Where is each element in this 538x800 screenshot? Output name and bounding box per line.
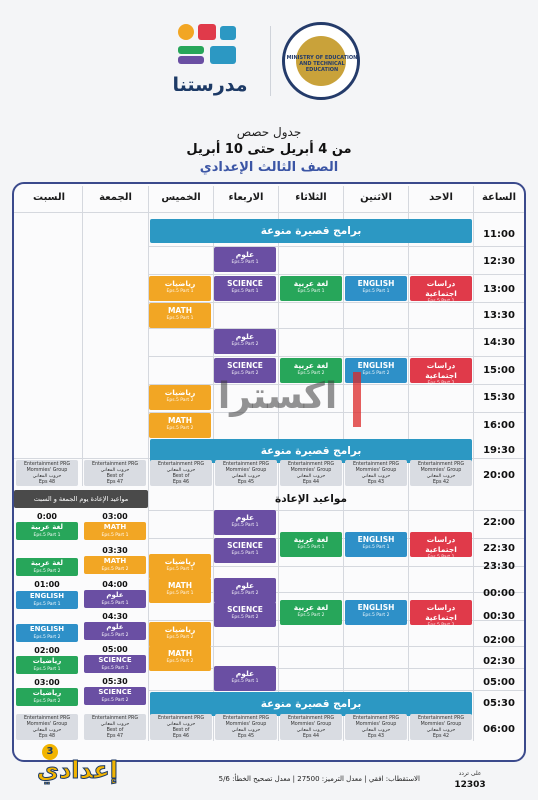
lesson-arabic: لغة عربية Eps.5 Part 1 <box>280 276 342 301</box>
lesson-science-en: SCIENCE Eps.5 Part 2 <box>214 602 276 627</box>
lesson-math-en: MATH Eps.5 Part 2 <box>149 646 211 671</box>
idadi-badge: 3 إعدادي <box>36 746 119 784</box>
channel-watermark: اكسترا <box>185 372 370 432</box>
time-slot: 22:00 <box>483 517 515 528</box>
panel-lesson-science-en: SCIENCE Eps.5 Part 1 <box>84 655 146 673</box>
panel-lesson-arabic: لغة عربية Eps.5 Part 2 <box>16 558 78 576</box>
panel-time: 04:00 <box>102 580 128 589</box>
lesson-math-en: MATH Eps.5 Part 1 <box>149 303 211 328</box>
time-slot: 00:30 <box>483 611 515 622</box>
time-slot: 16:00 <box>483 420 515 431</box>
entertainment-program: Entertainment PRG Mommies' Group حروب المعاني Eps 42 <box>410 714 472 740</box>
panel-lesson-english: ENGLISH Eps.5 Part 1 <box>16 591 78 609</box>
panel-lesson-english: ENGLISH Eps.5 Part 2 <box>16 624 78 642</box>
frequency-label: على تردد <box>458 770 482 777</box>
panel-lesson-science-ar: علوم Eps.5 Part 1 <box>84 590 146 608</box>
panel-time: 04:30 <box>102 612 128 621</box>
col-friday: الجمعة <box>99 192 132 203</box>
col-tuesday: الثلاثاء <box>295 192 327 203</box>
schedule-title: جدول حصص <box>236 125 302 139</box>
entertainment-program: Entertainment PRG حروب المعاني Best of Eps 46 <box>150 460 212 486</box>
weekend-revision-title: مواعيد الإعادة يوم الجمعة و السبت <box>14 490 148 508</box>
lesson-math-en: MATH Eps.5 Part 1 <box>149 578 211 603</box>
entertainment-program: Entertainment PRG حروب المعاني Best of Eps 46 <box>150 714 212 740</box>
ministry-seal: MINISTRY OF EDUCATION AND TECHNICAL EDUCATION <box>282 22 360 100</box>
lesson-social: دراسات اجتماعية Eps.5 Part 1 <box>410 276 472 301</box>
lesson-science-en: علوم Eps.5 Part 1 <box>214 666 276 691</box>
time-slot: 23:30 <box>483 561 515 572</box>
panel-time: 01:00 <box>34 580 60 589</box>
time-slot: 13:00 <box>483 284 515 295</box>
panel-lesson-math-en: MATH Eps.5 Part 1 <box>84 522 146 540</box>
time-slot: 05:00 <box>483 677 515 688</box>
frequency-number: 12303 <box>454 780 486 790</box>
header-divider <box>270 26 271 96</box>
lesson-math-ar: رياضيات Eps.5 Part 1 <box>149 554 211 579</box>
entertainment-program: Entertainment PRG Mommies' Group حروب المعاني Eps 43 <box>345 714 407 740</box>
panel-time: 03:00 <box>34 678 60 687</box>
entertainment-program: Entertainment PRG Mommies' Group حروب المعاني Eps 48 <box>16 714 78 740</box>
revision-heading: مواعيد الإعادة <box>275 493 347 505</box>
time-slot: 20:00 <box>483 470 515 481</box>
variety-programs-band: برامج قصيرة منوعة <box>150 439 472 463</box>
lesson-social: دراسات اجتماعية Eps.5 Part 2 <box>410 600 472 625</box>
lesson-english: ENGLISH Eps.5 Part 2 <box>345 358 407 383</box>
lesson-math-ar: رياضيات Eps.5 Part 2 <box>149 622 211 647</box>
time-slot: 15:00 <box>483 365 515 376</box>
panel-lesson-math: رياضيات Eps.5 Part 1 <box>16 656 78 674</box>
entertainment-program: Entertainment PRG حروب المعاني Best of Eps 47 <box>84 714 146 740</box>
lesson-math-ar: رياضيات Eps.5 Part 1 <box>149 276 211 301</box>
variety-programs-band: برامج قصيرة منوعة <box>150 692 472 716</box>
time-slot: 00:00 <box>483 588 515 599</box>
lesson-english: ENGLISH Eps.5 Part 1 <box>345 276 407 301</box>
col-thursday: الخميس <box>161 192 201 203</box>
lesson-science-ar: علوم Eps.5 Part 2 <box>214 329 276 354</box>
panel-lesson-science-ar: علوم Eps.5 Part 2 <box>84 622 146 640</box>
lesson-arabic: لغة عربية Eps.5 Part 1 <box>280 532 342 557</box>
madrasatna-logo <box>178 24 238 74</box>
col-monday: الاثنين <box>360 192 392 203</box>
entertainment-program: Entertainment PRG حروب المعاني Best of Eps 47 <box>84 460 146 486</box>
panel-time: 02:00 <box>34 646 60 655</box>
time-slot: 11:00 <box>483 229 515 240</box>
lesson-science-en: SCIENCE Eps.5 Part 1 <box>214 538 276 563</box>
entertainment-program: Entertainment PRG Mommies' Group حروب المعاني Eps 44 <box>280 460 342 486</box>
lesson-science-ar: علوم Eps.5 Part 1 <box>214 510 276 535</box>
grade-title: الصف الثالث الإعدادي <box>199 160 339 175</box>
panel-time: 05:00 <box>102 645 128 654</box>
satellite-info: الاستقطاب: افقي | معدل الترميز: 27500 | معدل تصحيح الخطأ: 5/6 <box>218 775 420 783</box>
panel-lesson-arabic: لغة عربية Eps.5 Part 1 <box>16 522 78 540</box>
lesson-science-ar: علوم Eps.5 Part 2 <box>214 578 276 603</box>
panel-time: 0:00 <box>37 512 57 521</box>
lesson-social: دراسات اجتماعية Eps.5 Part 2 <box>410 358 472 383</box>
lesson-science-ar: علوم Eps.5 Part 1 <box>214 247 276 272</box>
col-sunday: الاحد <box>429 192 453 203</box>
panel-time: 05:30 <box>102 677 128 686</box>
time-slot: 13:30 <box>483 310 515 321</box>
time-slot: 02:30 <box>483 656 515 667</box>
lesson-arabic: لغة عربية Eps.5 Part 2 <box>280 600 342 625</box>
entertainment-program: Entertainment PRG Mommies' Group حروب المعاني Eps 45 <box>215 460 277 486</box>
entertainment-program: Entertainment PRG Mommies' Group حروب المعاني Eps 43 <box>345 460 407 486</box>
time-slot: 02:00 <box>483 635 515 646</box>
time-slot: 06:00 <box>483 724 515 735</box>
lesson-english: ENGLISH Eps.5 Part 1 <box>345 532 407 557</box>
brand-name: مدرستنا <box>172 74 248 96</box>
time-slot: 15:30 <box>483 392 515 403</box>
col-hour: الساعة <box>481 192 516 203</box>
lesson-math-ar: رياضيات Eps.5 Part 2 <box>149 385 211 410</box>
col-wednesday: الاربعاء <box>228 192 264 203</box>
entertainment-program: Entertainment PRG Mommies' Group حروب المعاني Eps 44 <box>280 714 342 740</box>
lesson-science-en: SCIENCE Eps.5 Part 2 <box>214 358 276 383</box>
panel-time: 03:00 <box>102 512 128 521</box>
panel-lesson-math-en: MATH Eps.5 Part 2 <box>84 556 146 574</box>
panel-lesson-math: رياضيات Eps.5 Part 2 <box>16 688 78 706</box>
lesson-english: ENGLISH Eps.5 Part 2 <box>345 600 407 625</box>
variety-programs-band: برامج قصيرة منوعة <box>150 219 472 243</box>
entertainment-program: Entertainment PRG Mommies' Group حروب المعاني Eps 45 <box>215 714 277 740</box>
entertainment-program: Entertainment PRG Mommies' Group حروب المعاني Eps 48 <box>16 460 78 486</box>
lesson-science-en: SCIENCE Eps.5 Part 1 <box>214 276 276 301</box>
lesson-social: دراسات اجتماعية Eps.5 Part 1 <box>410 532 472 557</box>
time-slot: 22:30 <box>483 543 515 554</box>
time-slot: 14:30 <box>483 337 515 348</box>
schedule-date-range: من 4 أبريل حتى 10 أبريل <box>186 142 352 157</box>
time-slot: 12:30 <box>483 256 515 267</box>
panel-time: 03:30 <box>102 546 128 555</box>
lesson-arabic: لغة عربية Eps.5 Part 2 <box>280 358 342 383</box>
entertainment-program: Entertainment PRG Mommies' Group حروب المعاني Eps 42 <box>410 460 472 486</box>
time-slot: 19:30 <box>483 445 515 456</box>
panel-lesson-science-en: SCIENCE Eps.5 Part 2 <box>84 687 146 705</box>
lesson-math-en: MATH Eps.5 Part 2 <box>149 413 211 438</box>
col-saturday: السبت <box>32 192 66 203</box>
time-slot: 05:30 <box>483 698 515 709</box>
